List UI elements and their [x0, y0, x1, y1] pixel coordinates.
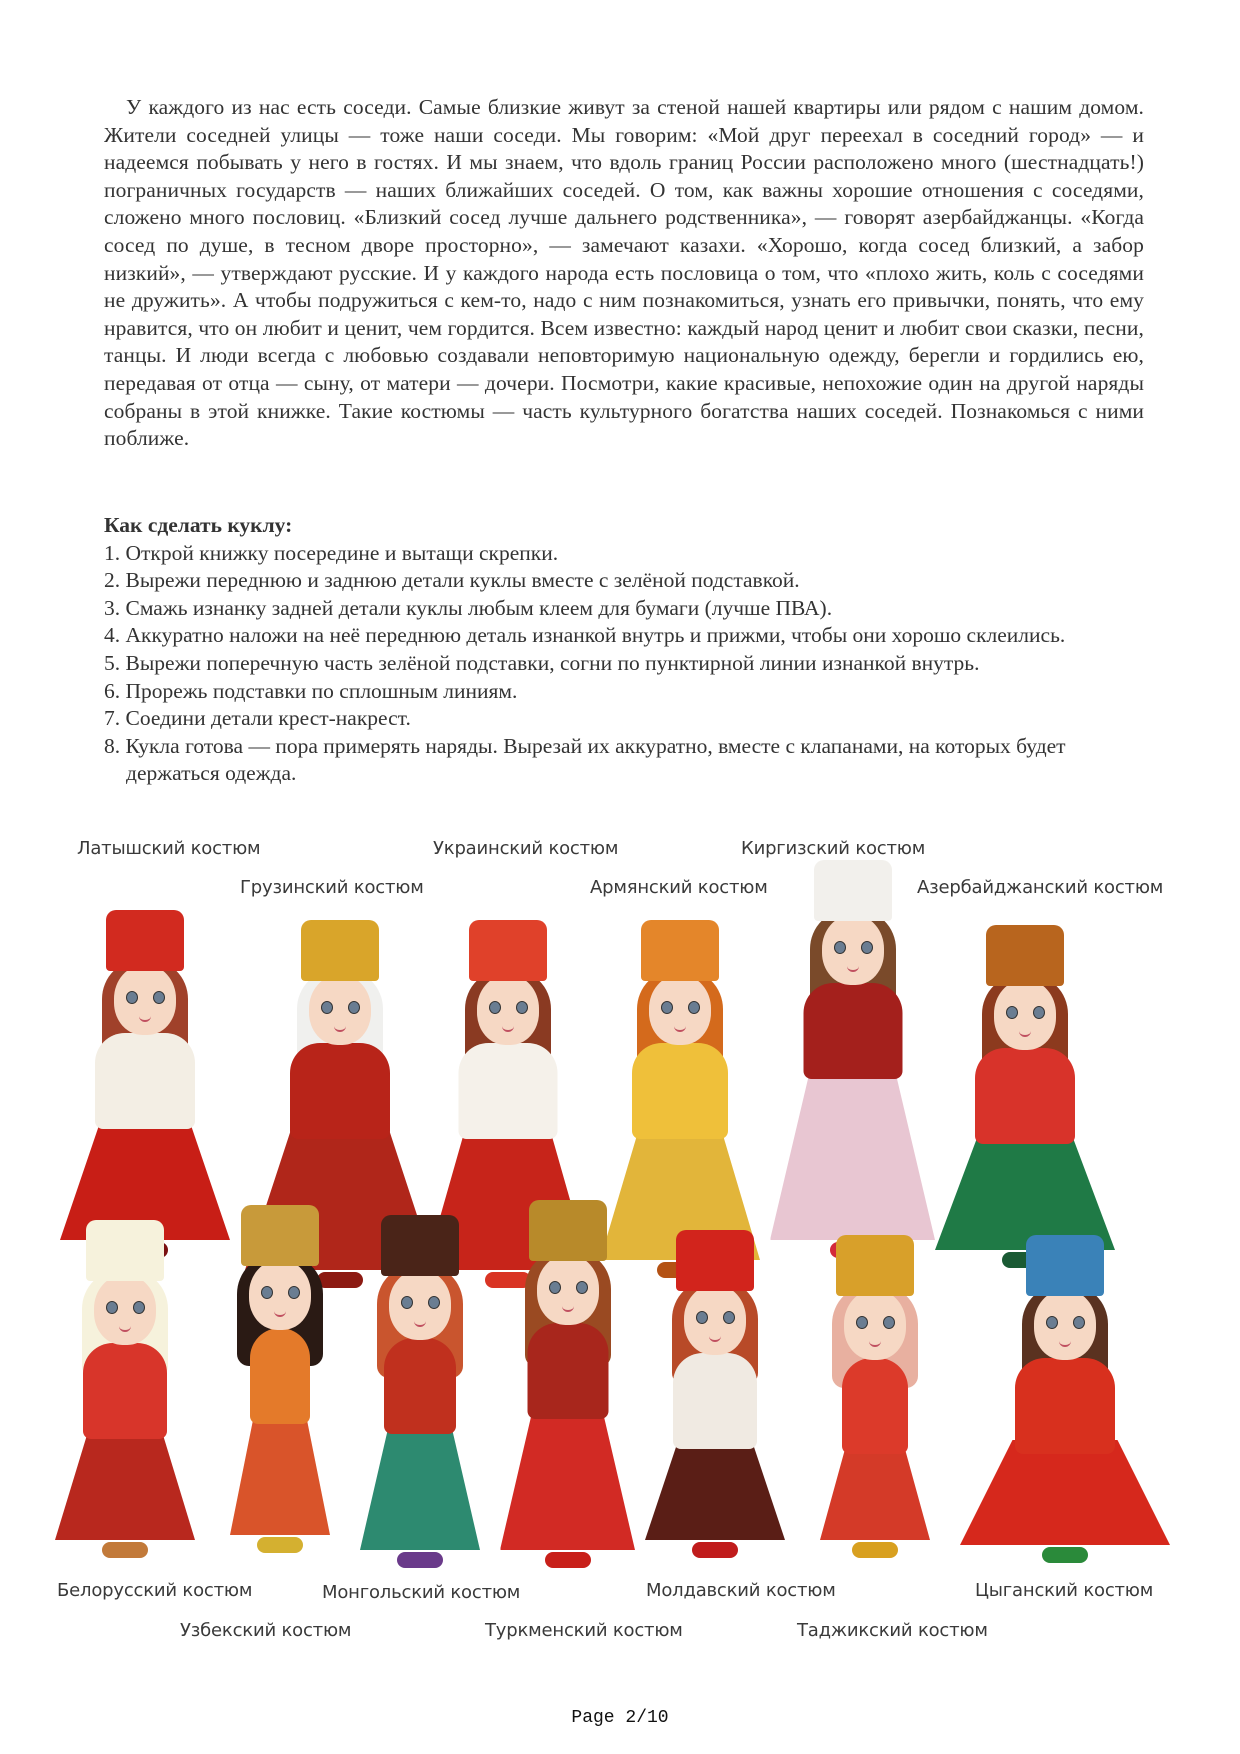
shoes [545, 1552, 591, 1568]
bodice [83, 1343, 167, 1439]
headdress [814, 860, 892, 921]
doll-figure [230, 1205, 330, 1555]
headdress [676, 1230, 754, 1291]
eye [489, 1001, 501, 1014]
eye [261, 1286, 273, 1299]
bodice [1015, 1358, 1115, 1454]
costume-label-moldovan: Молдавский костюм [646, 1580, 836, 1601]
face [822, 915, 884, 985]
shoes [852, 1542, 898, 1558]
costume-label-tajik: Таджикский костюм [797, 1620, 988, 1641]
eye [428, 1296, 440, 1309]
headdress [86, 1220, 164, 1281]
costume-label-latvian: Латышский костюм [77, 838, 261, 859]
eye [288, 1286, 300, 1299]
costume-label-kyrgyz: Киргизский костюм [741, 838, 926, 859]
bodice [458, 1043, 557, 1139]
headdress [1026, 1235, 1104, 1296]
eye [834, 941, 846, 954]
doll-figure [820, 1235, 930, 1560]
headdress [641, 920, 719, 981]
costume-label-ukrainian: Украинский костюм [433, 838, 619, 859]
instruction-step: 5. Вырежи поперечную часть зелёной подставки, согни по пунктирной линии изнанкой внутрь. [104, 650, 980, 675]
bodice [95, 1033, 195, 1129]
doll-figure [55, 1220, 195, 1560]
costume-label-gypsy: Цыганский костюм [975, 1580, 1154, 1601]
eye [516, 1001, 528, 1014]
eye [348, 1001, 360, 1014]
costume-label-georgian: Грузинский костюм [240, 877, 424, 898]
instruction-step: 2. Вырежи переднюю и заднюю детали куклы вместе с зелёной подставкой. [104, 568, 800, 593]
headdress [469, 920, 547, 981]
eye [576, 1281, 588, 1294]
face [649, 975, 711, 1045]
face [249, 1260, 311, 1330]
eye [1046, 1316, 1058, 1329]
headdress [836, 1235, 914, 1296]
face [309, 975, 371, 1045]
doll-figure [770, 860, 935, 1260]
doll-figure [935, 925, 1115, 1270]
headdress [381, 1215, 459, 1276]
skirt [935, 1130, 1115, 1250]
instruction-step: 8. Кукла готова — пора примерять наряды. Вырезай их аккуратно, вместе с клапанами, на которых будет держаться одежда. [104, 733, 1066, 786]
shoes [257, 1537, 303, 1553]
headdress [106, 910, 184, 971]
face [684, 1285, 746, 1355]
face [94, 1275, 156, 1345]
headdress [301, 920, 379, 981]
bodice [290, 1043, 390, 1139]
costume-label-belarusian: Белорусский костюм [57, 1580, 253, 1601]
bodice [527, 1323, 608, 1419]
skirt [960, 1440, 1170, 1545]
face [537, 1255, 599, 1325]
eye [696, 1311, 708, 1324]
eye [1033, 1006, 1045, 1019]
skirt [820, 1440, 930, 1540]
costume-label-azerbaijani: Азербайджанский костюм [917, 877, 1164, 898]
face [844, 1290, 906, 1360]
instruction-step: 4. Аккуратно наложи на неё переднюю деталь изнанкой внутрь и прижми, чтобы они хорошо склеились. [104, 623, 1066, 648]
bodice [803, 983, 902, 1079]
bodice [842, 1358, 908, 1454]
face [114, 965, 176, 1035]
doll-figure [360, 1215, 480, 1570]
headdress [241, 1205, 319, 1266]
eye [861, 941, 873, 954]
doll-figure [60, 910, 230, 1260]
face [994, 980, 1056, 1050]
eye [153, 991, 165, 1004]
bodice [673, 1353, 757, 1449]
eye [321, 1001, 333, 1014]
doll-instructions [104, 512, 1144, 788]
eye [856, 1316, 868, 1329]
skirt [230, 1410, 330, 1535]
eye [688, 1001, 700, 1014]
skirt [360, 1420, 480, 1550]
face [389, 1270, 451, 1340]
costume-label-mongolian: Монгольский костюм [322, 1582, 521, 1603]
skirt [645, 1435, 785, 1540]
eye [1006, 1006, 1018, 1019]
instructions-title: Как сделать куклу: [104, 513, 293, 537]
instruction-step: 7. Соедини детали крест-накрест. [104, 706, 411, 731]
face [477, 975, 539, 1045]
bodice [632, 1043, 728, 1139]
shoes [1042, 1547, 1088, 1563]
instruction-step: 6. Прорежь подставки по сплошным линиям. [104, 678, 518, 703]
skirt [770, 1065, 935, 1240]
doll-figure [645, 1230, 785, 1560]
skirt [55, 1425, 195, 1540]
bodice [384, 1338, 456, 1434]
instruction-step: 3. Смажь изнанку задней детали куклы любым клеем для бумаги (лучше ПВА). [104, 595, 833, 620]
shoes [692, 1542, 738, 1558]
bodice [250, 1328, 310, 1424]
doll-figure [960, 1235, 1170, 1565]
costume-label-uzbek: Узбекский костюм [180, 1620, 352, 1641]
instruction-step: 1. Открой книжку посередине и вытащи скрепки. [104, 540, 559, 565]
eye [661, 1001, 673, 1014]
costume-label-armenian: Армянский костюм [590, 877, 768, 898]
eye [401, 1296, 413, 1309]
eye [106, 1301, 118, 1314]
face [1034, 1290, 1096, 1360]
skirt [500, 1405, 635, 1550]
shoes [102, 1542, 148, 1558]
bodice [975, 1048, 1075, 1144]
headdress [529, 1200, 607, 1261]
eye [126, 991, 138, 1004]
eye [723, 1311, 735, 1324]
shoes [397, 1552, 443, 1568]
doll-figure [500, 1200, 635, 1570]
intro-paragraph: У каждого из нас есть соседи. Самые близкие живут за стеной нашей квартиры или рядом с нашим домом. Жители соседней улицы — тоже наши соседи. Мы говорим: «Мой друг переехал в соседний город» — и надеемся побывать у него в гостях. И мы знаем, что вдоль границ России расположено много (шестнадцать!) пограничных государств — наших ближайших соседей. О том, как важны хорошие отношения с соседями, сложено много пословиц. «Близкий сосед лучше дальнего родственника», — говорят азербайджанцы. «Когда сосед по душе, в тесном дворе просторно», — замечают казахи. «Хорошо, когда сосед близкий, а забор низкий», — утверждают русские. И у каждого народа есть пословица о том, что «плохо жить, коль с соседями не дружить». А чтобы подружиться с кем-то, надо с ним познакомиться, узнать его привычки, понять, что ему нравится, что он любит и ценит, чем гордится. Всем известно: каждый народ ценит и любит свои сказки, песни, танцы. И люди всегда с любовью создавали неповторимую национальную одежду, берегли и гордились ею, передавая от отца — сыну, от матери — дочери. Посмотри, какие красивые, непохожие один на другой наряды собраны в этой книжке. Такие костюмы — часть культурного богатства наших соседей. Познакомься с ними поближе. [104, 95, 1144, 451]
eye [133, 1301, 145, 1314]
eye [549, 1281, 561, 1294]
eye [1073, 1316, 1085, 1329]
costume-label-turkmen: Туркменский костюм [485, 1620, 683, 1641]
eye [883, 1316, 895, 1329]
headdress [986, 925, 1064, 986]
page-number: Page 2/10 [571, 1708, 669, 1728]
